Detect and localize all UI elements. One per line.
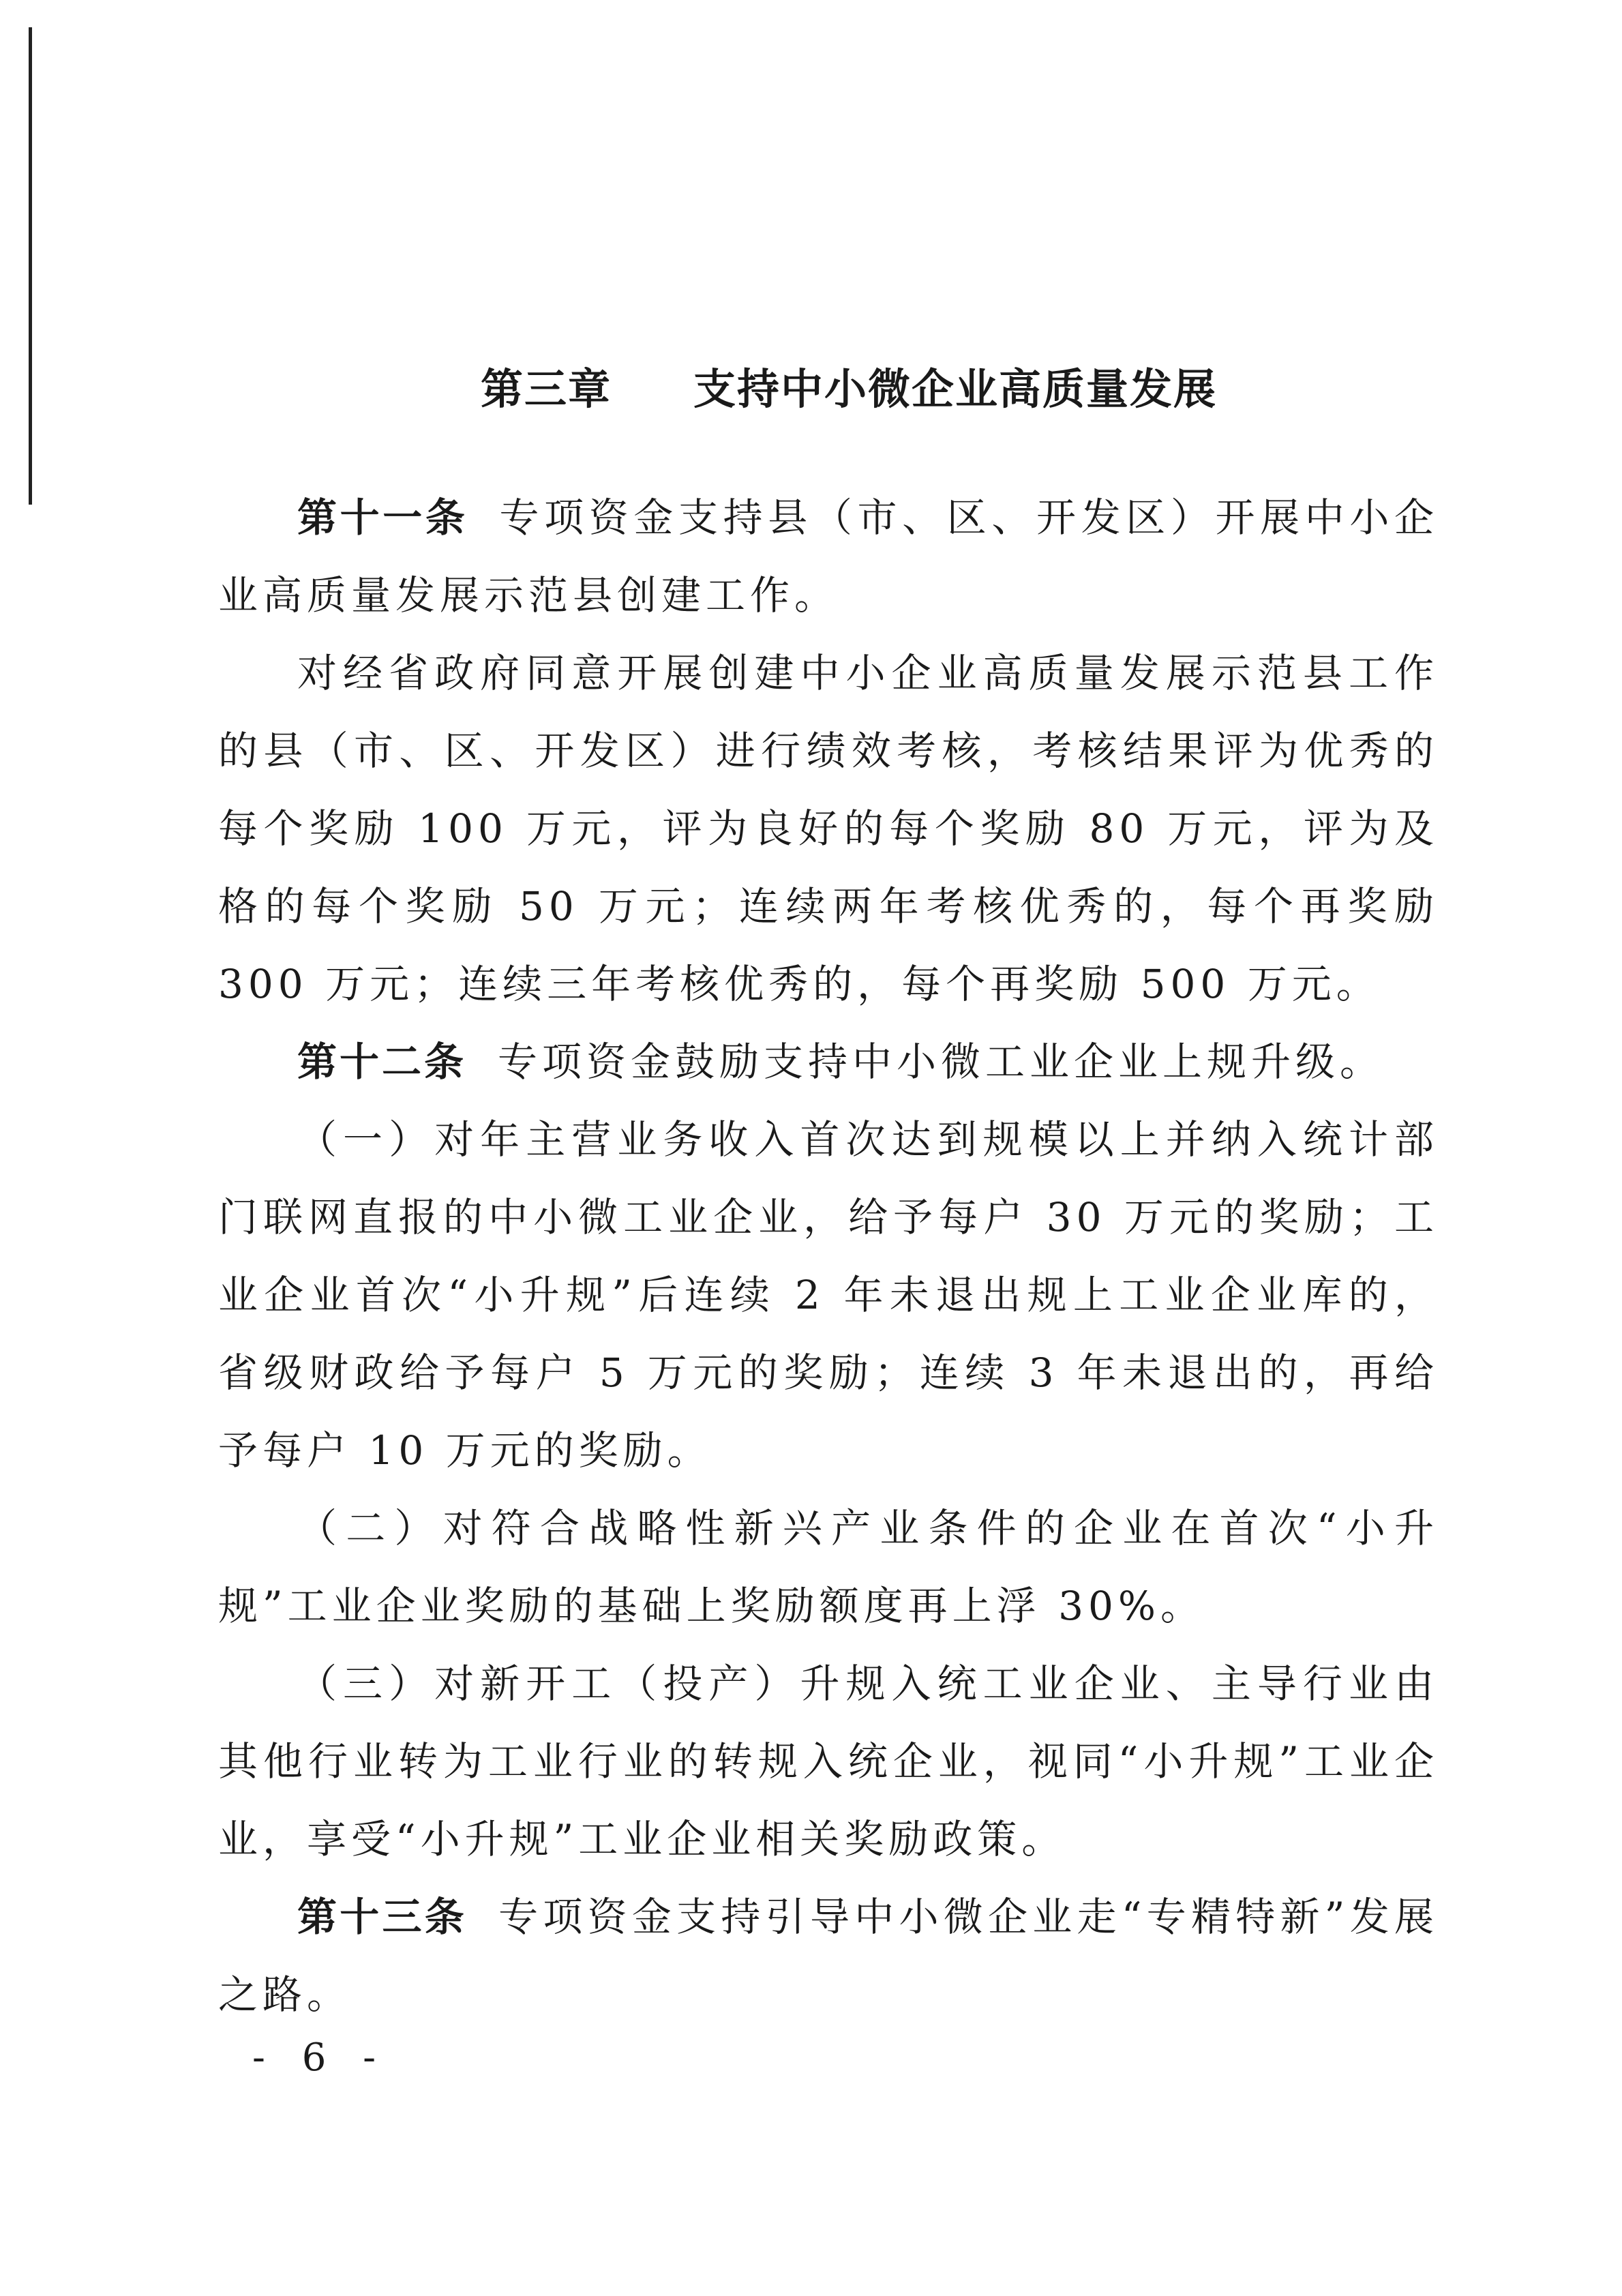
paragraph-item-2 xyxy=(218,1489,1439,1645)
article-label: 第十一条 xyxy=(297,494,468,541)
chapter-label: 第三章 xyxy=(480,364,612,414)
chapter-heading xyxy=(259,364,1439,414)
paragraph-text: （二）对符合战略性新兴产业条件的企业在首次“小升规”工业企业奖励的基础上奖励额度再上浮 30%。 xyxy=(218,1505,1439,1629)
paragraph-article-11 xyxy=(218,479,1439,634)
paragraph-item-1 xyxy=(218,1101,1439,1489)
paragraph-article-12 xyxy=(218,1023,1439,1101)
paragraph-article-13 xyxy=(218,1878,1439,2033)
paragraph-text: 对经省政府同意开展创建中小企业高质量发展示范县工作的县（市、区、开发区）进行绩效考核，考核结果评为优秀的每个奖励 100 万元，评为良好的每个奖励 80 万元，评为及格的每个奖励 50 万元；连续两年考核优秀的，每个再奖励 300 万元；连续三年考核优秀的，每个再奖励 500 万元。 xyxy=(218,650,1439,1007)
document-page xyxy=(218,364,1439,2033)
binding-margin-line xyxy=(29,27,32,505)
paragraph xyxy=(218,634,1439,1023)
chapter-title: 支持中小微企业高质量发展 xyxy=(693,364,1218,414)
article-label: 第十二条 xyxy=(297,1039,467,1085)
paragraph-item-3 xyxy=(218,1645,1439,1878)
paragraph-text: （一）对年主营业务收入首次达到规模以上并纳入统计部门联网直报的中小微工业企业，给予每户 30 万元的奖励；工业企业首次“小升规”后连续 2 年未退出规上工业企业库的，省级财政给予每户 5 万元的奖励；连续 3 年未退出的，再给予每户 10 万元的奖励。 xyxy=(218,1116,1439,1474)
page-number: - 6 - xyxy=(252,2036,389,2080)
paragraph-text: 专项资金鼓励支持中小微工业企业上规升级。 xyxy=(498,1039,1385,1085)
paragraph-text: 专项资金支持引导中小微企业走“专精特新”发展之路。 xyxy=(218,1894,1439,2018)
article-label: 第十三条 xyxy=(297,1894,468,1940)
paragraph-text: （三）对新开工（投产）升规入统工业企业、主导行业由其他行业转为工业行业的转规入统企业，视同“小升规”工业企业，享受“小升规”工业企业相关奖励政策。 xyxy=(218,1660,1439,1862)
paragraph-text: 专项资金支持县（市、区、开发区）开展中小企业高质量发展示范县创建工作。 xyxy=(218,494,1439,618)
